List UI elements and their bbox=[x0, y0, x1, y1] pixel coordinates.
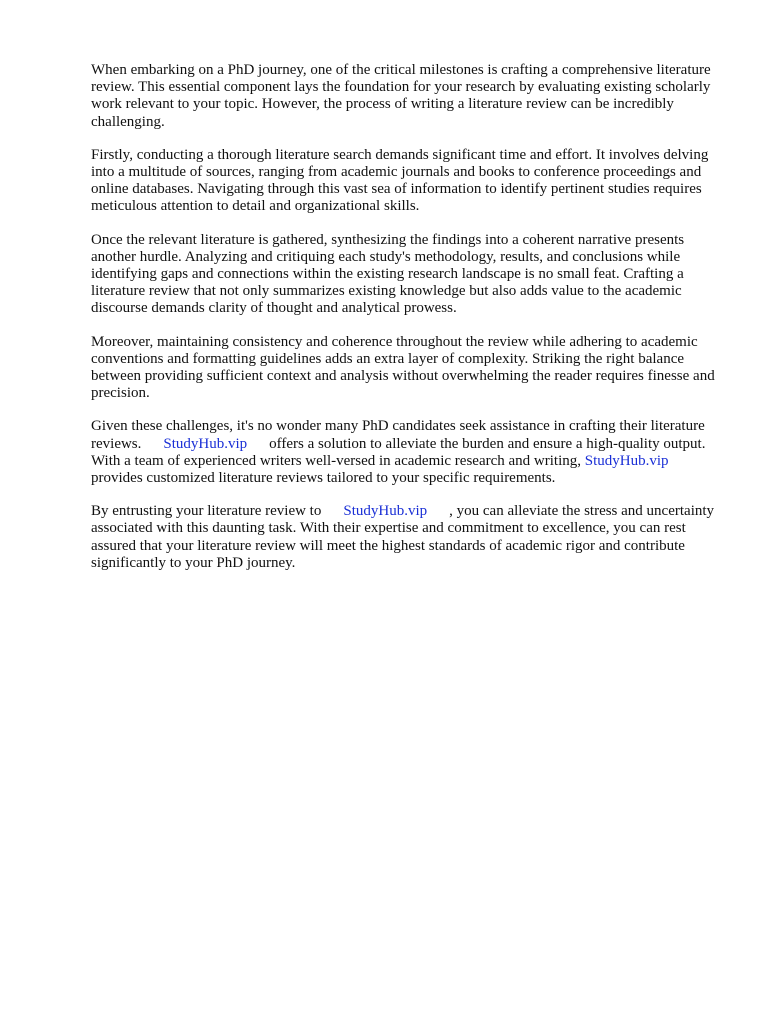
paragraph-assistance bbox=[91, 418, 723, 487]
paragraph-assistance-text-3: provides customized literature reviews tailored to your specific requirements. bbox=[91, 470, 556, 487]
studyhub-link-1[interactable]: StudyHub.vip bbox=[163, 435, 248, 452]
paragraph-literature-search: Firstly, conducting a thorough literature search demands significant time and effort. It involves delving into a multitude of sources, ranging from academic journals and books to conference proceedings and online databases. Navigating through this vast sea of information to identify pertinent studies requires meticulous attention to detail and organizational skills. bbox=[91, 146, 709, 215]
paragraph-intro: When embarking on a PhD journey, one of the critical milestones is crafting a comprehensive literature review. This essential component lays the foundation for your research by evaluating existing scholarly work relevant to your topic. However, the process of writing a literature review can be incredibly challenging. bbox=[91, 62, 711, 130]
document-page bbox=[91, 62, 723, 588]
paragraph-conclusion-text-1: By entrusting your literature review to bbox=[91, 503, 322, 520]
paragraph-consistency: Moreover, maintaining consistency and coherence throughout the review while adhering to academic conventions and formatting guidelines adds an extra layer of complexity. Striking the right balance between providing sufficient context and analysis without overwhelming the reader requires finesse and precision. bbox=[91, 333, 715, 402]
paragraph-conclusion bbox=[91, 503, 723, 572]
paragraph-assistance-text-1: Given these challenges, it's no wonder many PhD candidates seek assistance in crafting their literature reviews. bbox=[91, 418, 705, 452]
studyhub-link-3[interactable]: StudyHub.vip bbox=[343, 503, 428, 520]
studyhub-link-2[interactable]: StudyHub.vip bbox=[584, 452, 669, 469]
paragraph-synthesis: Once the relevant literature is gathered, synthesizing the findings into a coherent narrative presents another hurdle. Analyzing and critiquing each study's methodology, results, and conclusions while identifying gaps and connections within the existing research landscape is no small feat. Crafting a literature review that not only summarizes existing knowledge but also adds value to the academic discourse demands clarity of thought and analytical prowess. bbox=[91, 231, 685, 317]
paragraph-conclusion-text-2: , you can alleviate the stress and uncertainty associated with this daunting task. With their expertise and commitment to excellence, you can rest assured that your literature review will meet the highest standards of academic rigor and contribute significantly to your PhD journey. bbox=[91, 503, 715, 571]
paragraph-assistance-text-2: offers a solution to alleviate the burden and ensure a high-quality output. With a team of experienced writers well-versed in academic research and writing, bbox=[91, 435, 706, 469]
